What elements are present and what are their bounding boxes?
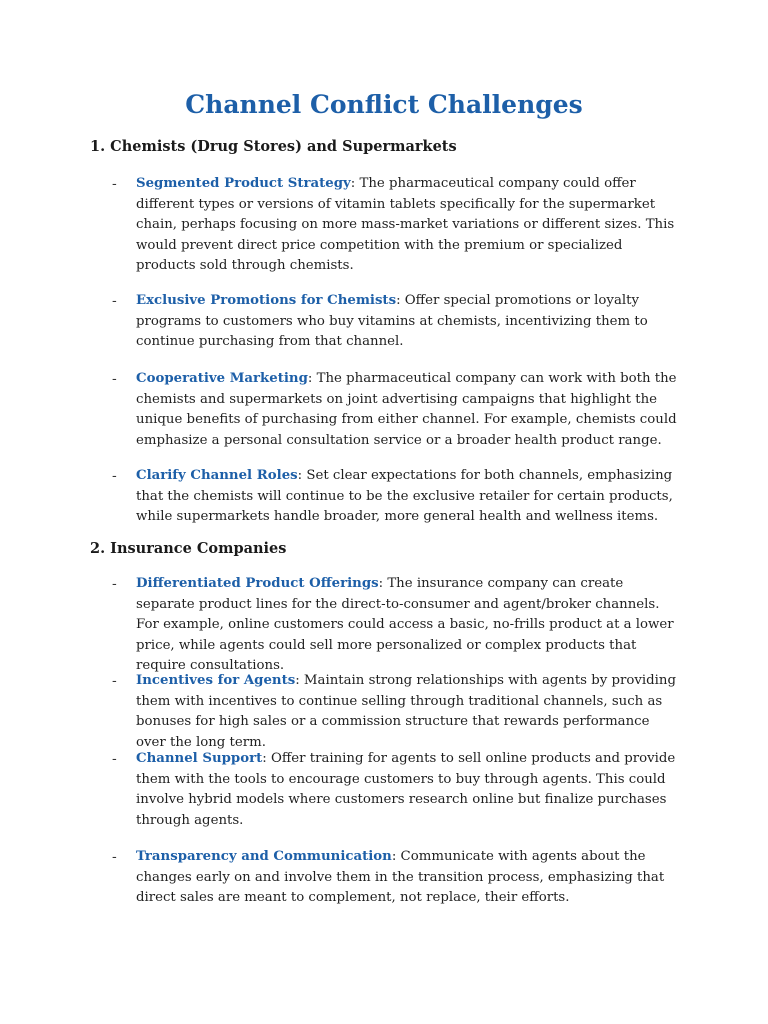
- list-item-text: [136, 174, 682, 277]
- item-body: : Offer special promotions or loyalty programs to customers who buy vitamins at chemists, incentivizing them to continue purchasing from that channel.: [136, 293, 648, 349]
- item-body: : The pharmaceutical company can work with both the chemists and supermarkets on joint advertising campaigns that highlight the unique benefits of purchasing from either channel. For example, chemists could emphasize a personal consultation service or a broader health product range.: [136, 371, 677, 448]
- item-term: Segmented Product Strategy: [136, 176, 351, 191]
- section-heading-chemists: 1. Chemists (Drug Stores) and Supermarkets: [90, 138, 457, 155]
- list-item-text: [136, 291, 682, 353]
- item-term: Exclusive Promotions for Chemists: [136, 293, 397, 308]
- item-term: Cooperative Marketing: [136, 371, 308, 386]
- page-title: Channel Conflict Challenges: [185, 90, 583, 119]
- item-body: : Communicate with agents about the changes early on and involve them in the transition process, emphasizing that direct sales are meant to complement, not replace, their efforts.: [136, 849, 665, 905]
- item-term: Channel Support: [136, 751, 263, 766]
- section-heading-insurance: 2. Insurance Companies: [90, 540, 287, 557]
- bullet-dash: -: [112, 673, 117, 689]
- item-term: Incentives for Agents: [136, 673, 296, 688]
- list-item-text: [136, 574, 682, 677]
- item-body: : The pharmaceutical company could offer different types or versions of vitamin tablets specifically for the supermarket chain, perhaps focusing on more mass-market variations or different sizes. This would prevent direct price competition with the premium or specialized products sold through chemists.: [136, 176, 675, 273]
- item-body: : Offer training for agents to sell online products and provide them with the tools to encourage customers to buy through agents. This could involve hybrid models where customers research online but finalize purchases through agents.: [136, 751, 676, 828]
- bullet-dash: -: [112, 176, 117, 192]
- item-term: Clarify Channel Roles: [136, 468, 298, 483]
- item-term: Differentiated Product Offerings: [136, 576, 379, 591]
- bullet-dash: -: [112, 468, 117, 484]
- bullet-dash: -: [112, 751, 117, 767]
- bullet-dash: -: [112, 576, 117, 592]
- bullet-dash: -: [112, 371, 117, 387]
- bullet-dash: -: [112, 293, 117, 309]
- list-item-text: [136, 369, 682, 451]
- item-body: : The insurance company can create separate product lines for the direct-to-consumer and agent/broker channels. For example, online customers could access a basic, no-frills product at a lower price, while agents could sell more personalized or complex products that require consultations.: [136, 576, 674, 673]
- list-item-text: [136, 671, 682, 753]
- item-term: Transparency and Communication: [136, 849, 392, 864]
- list-item-text: [136, 466, 682, 528]
- list-item-text: [136, 847, 682, 909]
- item-body: : Maintain strong relationships with agents by providing them with incentives to continue selling through traditional channels, such as bonuses for high sales or a commission structure that rewards performance over the long term.: [136, 673, 676, 750]
- item-body: : Set clear expectations for both channels, emphasizing that the chemists will continue to be the exclusive retailer for certain products, while supermarkets handle broader, more general health and wellness items.: [136, 468, 673, 524]
- list-item-text: [136, 749, 682, 831]
- bullet-dash: -: [112, 849, 117, 865]
